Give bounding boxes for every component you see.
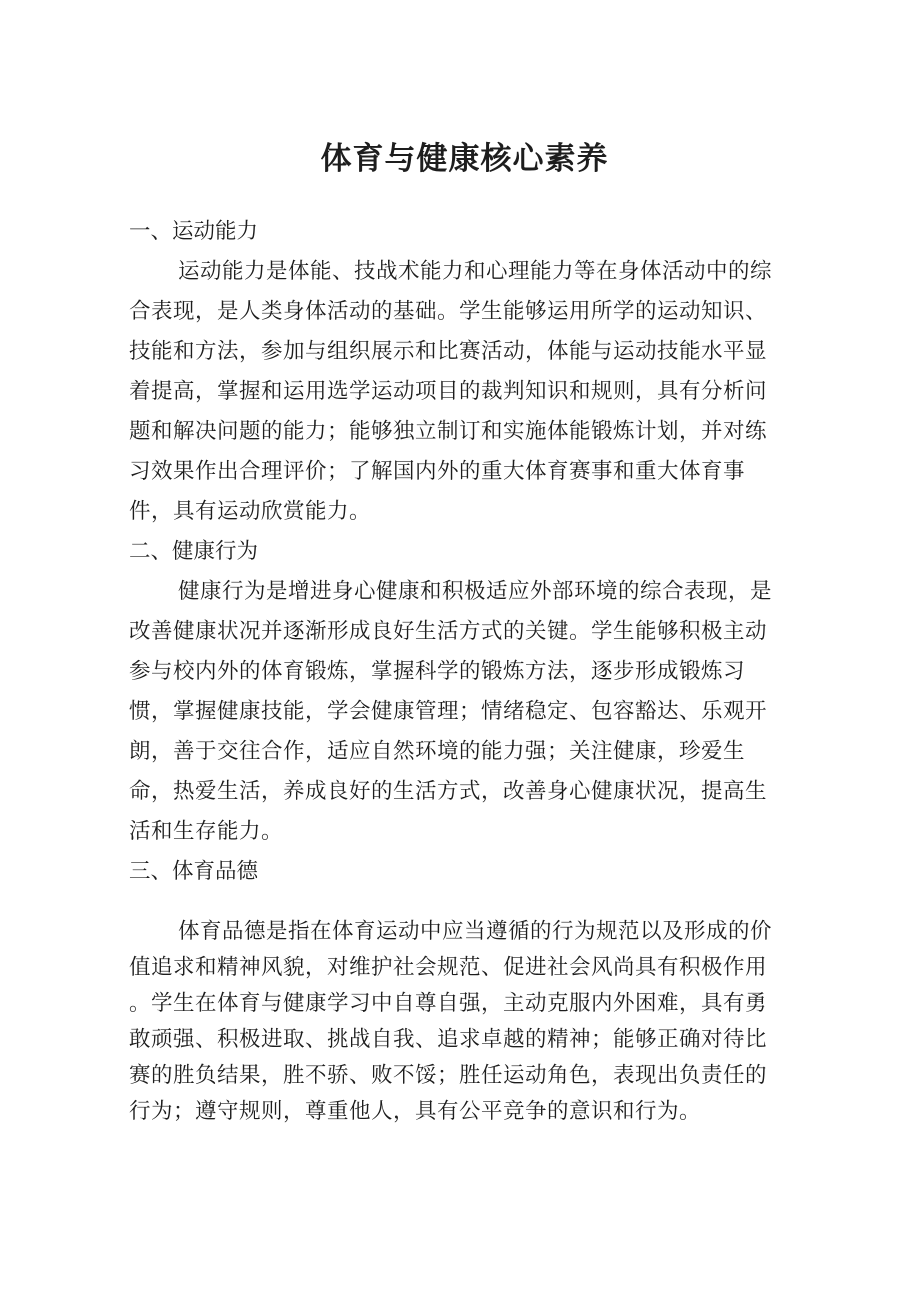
paragraph-line: 着提高，掌握和运用选学运动项目的裁判知识和规则，具有分析问 [129, 379, 768, 403]
paragraph-line: 行为；遵守规则，尊重他人，具有公平竞争的意识和行为。 [129, 1099, 702, 1123]
paragraph-line: 朗，善于交往合作，适应自然环境的能力强；关注健康，珍爱生 [129, 739, 746, 763]
paragraph-line: 参与校内外的体育锻炼，掌握科学的锻炼方法，逐步形成锻炼习 [129, 659, 746, 683]
paragraph-line: 件，具有运动欣赏能力。 [129, 499, 372, 523]
section-movement-ability [129, 211, 800, 531]
paragraph-line: 命，热爱生活，养成良好的生活方式，改善身心健康状况，提高生 [129, 779, 768, 803]
section-1-heading: 一、运动能力 [129, 219, 259, 243]
paragraph-line: 题和解决问题的能力；能够独立制订和实施体能锻炼计划，并对练 [129, 419, 768, 443]
section-2-heading: 二、健康行为 [129, 539, 259, 563]
section-sports-morality [129, 851, 800, 1129]
paragraph-line: 技能和方法，参加与组织展示和比赛活动，体能与运动技能水平显 [129, 339, 768, 363]
section-3-heading: 三、体育品德 [129, 859, 259, 883]
paragraph-line: 改善健康状况并逐渐形成良好生活方式的关键。学生能够积极主动 [129, 619, 768, 643]
section-health-behavior [129, 531, 800, 851]
document-title: 体育与健康核心素养 [320, 141, 609, 176]
paragraph-line: 。学生在体育与健康学习中自尊自强，主动克服内外困难，具有勇 [129, 991, 768, 1015]
paragraph-line: 习效果作出合理评价；了解国内外的重大体育赛事和重大体育事 [129, 459, 746, 483]
section-2-paragraph [129, 571, 800, 851]
paragraph-line: 赛的胜负结果，胜不骄、败不馁；胜任运动角色，表现出负责任的 [129, 1063, 768, 1087]
paragraph-line: 惯，掌握健康技能，学会健康管理；情绪稳定、包容豁达、乐观开 [129, 699, 768, 723]
section-3-paragraph [129, 913, 800, 1129]
paragraph-line: 体育品德是指在体育运动中应当遵循的行为规范以及形成的价 [178, 919, 773, 943]
paragraph-line: 合表现，是人类身体活动的基础。学生能够运用所学的运动知识、 [129, 299, 768, 323]
section-1-paragraph [129, 251, 800, 531]
paragraph-line: 活和生存能力。 [129, 819, 284, 843]
paragraph-line: 运动能力是体能、技战术能力和心理能力等在身体活动中的综 [178, 259, 773, 283]
paragraph-line: 敢顽强、积极进取、挑战自我、追求卓越的精神；能够正确对待比 [129, 1027, 768, 1051]
paragraph-line: 值追求和精神风貌，对维护社会规范、促进社会风尚具有积极作用 [129, 955, 768, 979]
paragraph-line: 健康行为是增进身心健康和积极适应外部环境的综合表现，是 [178, 579, 773, 603]
